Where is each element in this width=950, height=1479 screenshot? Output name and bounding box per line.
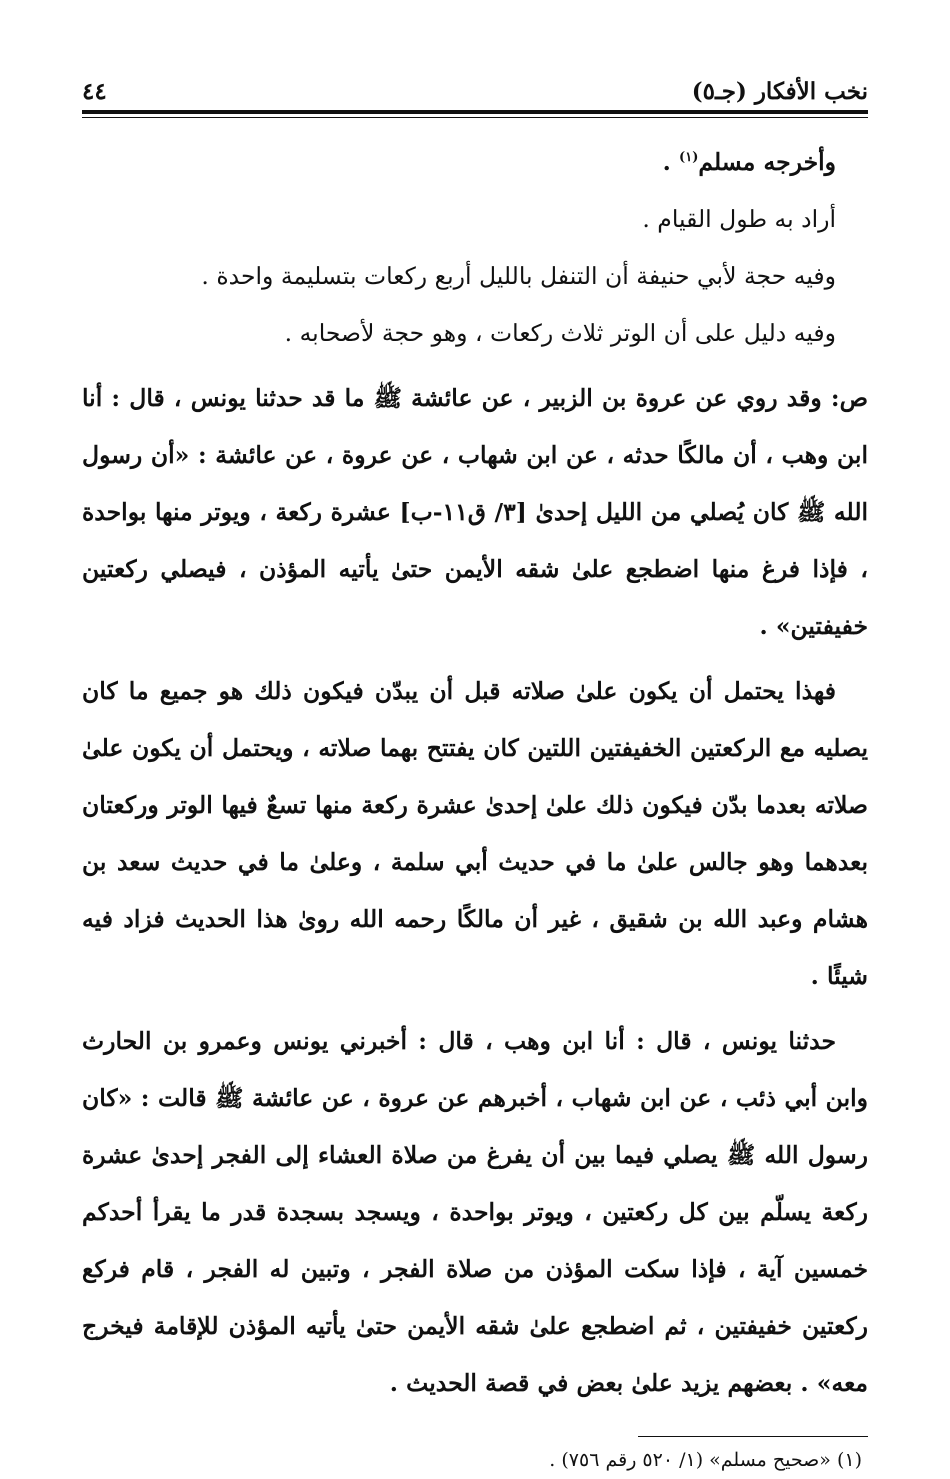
paragraph-6: فهذا يحتمل أن يكون علىٰ صلاته قبل أن يبدّن فيكون ذلك هو جميع ما كان يصليه مع الركعتين الخفيفتين اللتين كان يفتتح بهما صلاته ، ويحتمل أن يكون علىٰ صلاته بعدما بدّن فيكون ذلك علىٰ إحدىٰ عشرة ركعة منها تسعٌ فيها الوتر وركعتان بعدهما وهو جالس علىٰ ما في حديث أبي سلمة ، وعلىٰ ما في حديث سعد بن هشام وعبد الله بن شقيق ، غير أن مالكًا رحمه الله روىٰ هذا الحديث فزاد فيه شيئًا . bbox=[82, 677, 868, 990]
paragraph-5-text: وقد روي عن عروة بن الزبير ، عن عائشة ﷺ ما قد حدثنا يونس ، قال : أنا ابن وهب ، أن مالكًا حدثه ، عن ابن شهاب ، عن عروة ، عن عائشة : «أن رسول الله ﷺ كان يُصلي من الليل إحدىٰ [٣/ ق١١-ب] عشرة ركعة ، ويوتر منها بواحدة ، فإذا فرغ منها اضطجع علىٰ شقه الأيمن حتىٰ يأتيه المؤذن ، فيصلي ركعتين خفيفتين» . bbox=[82, 384, 869, 640]
header-rule-thin bbox=[82, 117, 868, 118]
paragraph-1-text: وأخرجه مسلم bbox=[698, 148, 836, 176]
book-title: نخب الأفكار (جـ٥) bbox=[691, 78, 868, 106]
page-header bbox=[82, 60, 868, 106]
paragraph-4: وفيه دليل على أن الوتر ثلاث ركعات ، وهو حجة لأصحابه . bbox=[284, 319, 836, 347]
document-page bbox=[82, 60, 868, 1479]
page-number: ٤٤ bbox=[82, 78, 107, 106]
footnote-rule bbox=[638, 1436, 868, 1437]
paragraph-5 bbox=[82, 370, 868, 655]
paragraph-3: وفيه حجة لأبي حنيفة أن التنفل بالليل أربع ركعات بتسليمة واحدة . bbox=[201, 262, 836, 290]
header-rule bbox=[82, 110, 868, 114]
paragraph-1-suffix: . bbox=[662, 148, 680, 176]
footnote: (١) «صحيح مسلم» (١/ ٥٢٠ رقم ٧٥٦) . bbox=[549, 1449, 862, 1471]
section-label: ص: bbox=[830, 384, 868, 412]
paragraph-2: أراد به طول القيام . bbox=[642, 205, 836, 233]
body-text bbox=[82, 134, 868, 1412]
footnote-ref: (١) bbox=[679, 150, 699, 166]
paragraph-7: حدثنا يونس ، قال : أنا ابن وهب ، قال : أخبرني يونس وعمرو بن الحارث وابن أبي ذئب ، عن ابن شهاب ، أخبرهم عن عروة ، عن عائشة ﷺ قالت : «كان رسول الله ﷺ يصلي فيما بين أن يفرغ من صلاة العشاء إلى الفجر إحدىٰ عشرة ركعة يسلّم بين كل ركعتين ، ويوتر بواحدة ، ويسجد بسجدة قدر ما يقرأ أحدكم خمسين آية ، فإذا سكت المؤذن من صلاة الفجر ، وتبين له الفجر ، قام فركع ركعتين خفيفتين ، ثم اضطجع علىٰ شقه الأيمن حتىٰ يأتيه المؤذن للإقامة فيخرج معه» . بعضهم يزيد علىٰ بعض في قصة الحديث . bbox=[82, 1027, 868, 1397]
paragraph-1 bbox=[82, 134, 868, 191]
